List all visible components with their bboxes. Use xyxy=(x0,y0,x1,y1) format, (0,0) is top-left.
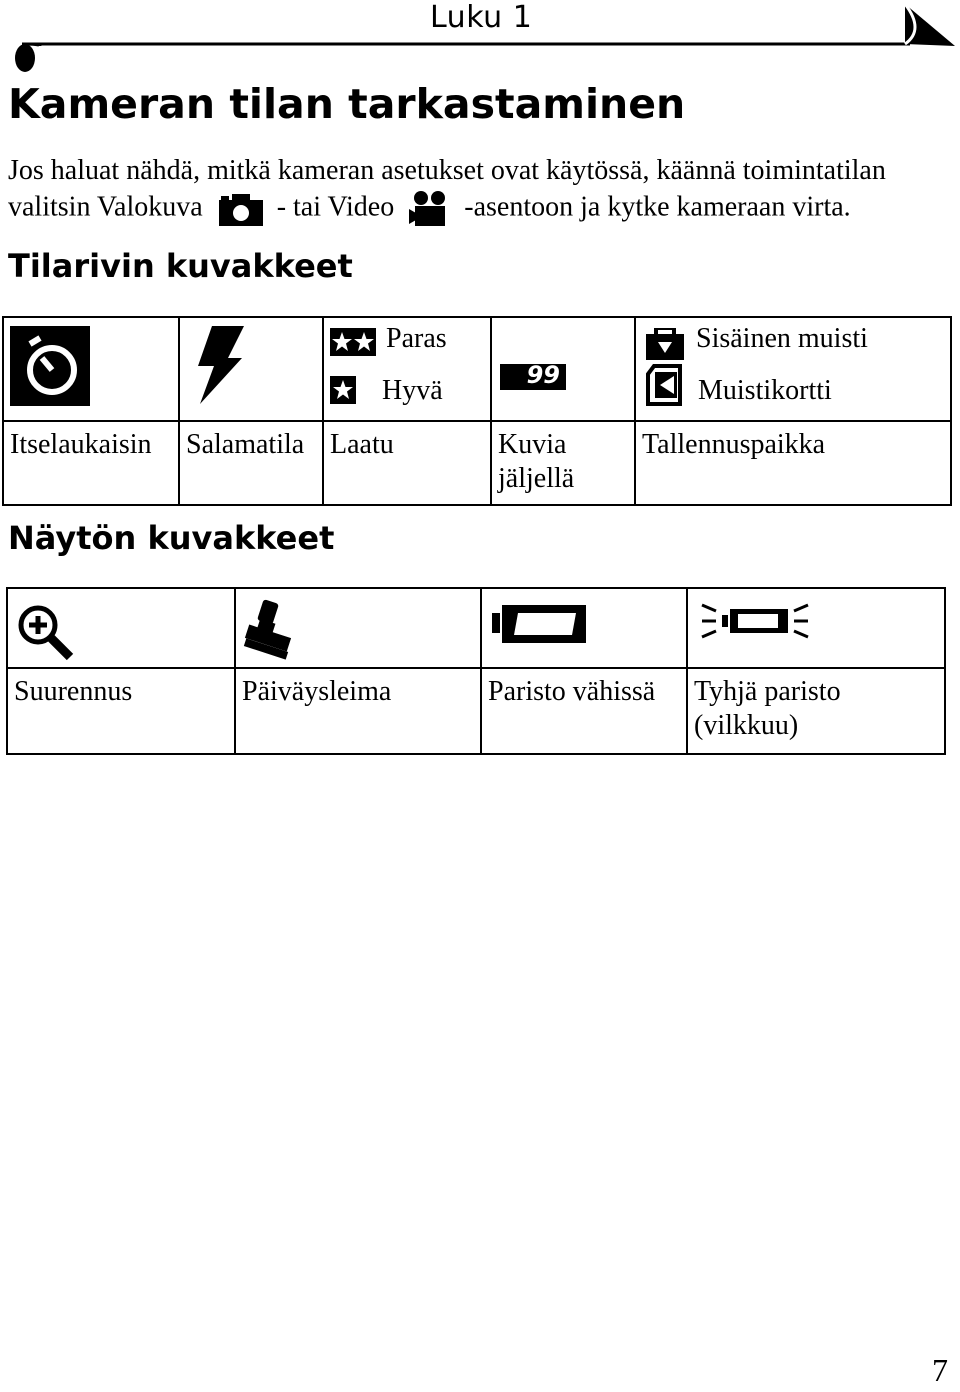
quality-label-cell xyxy=(323,421,491,505)
battery-low-label: Paristo vähissä xyxy=(488,676,656,707)
battery-low-cell xyxy=(481,588,687,668)
display-section-heading: Näytön kuvakkeet xyxy=(8,519,335,557)
pictures-left-cell xyxy=(491,317,635,421)
date-stamp-label-cell xyxy=(235,668,481,754)
zoom-label-cell xyxy=(7,668,235,754)
quality-label: Laatu xyxy=(330,429,394,460)
self-timer-icon xyxy=(10,326,90,406)
intro-line-2 xyxy=(8,189,851,229)
intro-text-c: -asentoon ja kytke kameraan virta. xyxy=(464,191,851,223)
date-stamp-cell xyxy=(235,588,481,668)
quality-good-icon xyxy=(330,376,356,404)
quality-cell xyxy=(323,317,491,421)
flash-icon xyxy=(186,324,246,406)
battery-empty-cell xyxy=(687,588,945,668)
self-timer-label-cell xyxy=(3,421,179,505)
video-camera-icon xyxy=(407,189,453,229)
zoom-label: Suurennus xyxy=(14,676,133,707)
battery-empty-label-line2: (vilkkuu) xyxy=(694,710,799,741)
display-labels-row xyxy=(7,668,945,754)
pictures-left-counter: 99 xyxy=(526,361,560,389)
self-timer-label: Itselaukaisin xyxy=(10,429,152,460)
zoom-cell xyxy=(7,588,235,668)
memory-card-icon xyxy=(646,364,682,406)
status-labels-row xyxy=(3,421,951,505)
internal-memory-label: Sisäinen muisti xyxy=(696,323,868,354)
status-icons-row xyxy=(3,317,951,421)
chapter-label: Luku 1 xyxy=(430,0,533,35)
pictures-left-label-line2: jäljellä xyxy=(498,463,575,494)
pictures-left-counter-icon xyxy=(500,361,566,390)
header-rule-cap xyxy=(15,44,35,72)
storage-label-cell xyxy=(635,421,951,505)
camera-icon xyxy=(216,190,266,228)
battery-empty-icon xyxy=(700,599,810,643)
internal-memory-icon xyxy=(646,328,684,360)
display-icons-row xyxy=(7,588,945,668)
display-icons-table xyxy=(6,587,946,755)
intro-line-1: Jos haluat nähdä, mitkä kameran asetukset ovat käytössä, käännä toimintatilan xyxy=(8,155,886,186)
pictures-left-label-cell xyxy=(491,421,635,505)
page-title: Kameran tilan tarkastaminen xyxy=(8,80,686,128)
quality-good-label: Hyvä xyxy=(382,375,443,406)
battery-low-icon xyxy=(492,603,588,645)
intro-text-a: valitsin Valokuva xyxy=(8,191,203,223)
battery-low-label-cell xyxy=(481,668,687,754)
quality-best-label: Paras xyxy=(386,323,447,354)
flash-label-cell xyxy=(179,421,323,505)
zoom-icon xyxy=(16,603,76,661)
memory-card-label: Muistikortti xyxy=(698,375,832,406)
date-stamp-icon xyxy=(242,599,298,661)
flash-cell xyxy=(179,317,323,421)
pictures-left-label-line1: Kuvia xyxy=(498,429,567,460)
status-section-heading: Tilarivin kuvakkeet xyxy=(8,247,353,285)
page-number: 7 xyxy=(932,1352,948,1388)
battery-empty-label-cell xyxy=(687,668,945,754)
flash-label: Salamatila xyxy=(186,429,305,460)
status-icons-table xyxy=(2,316,952,506)
battery-empty-label-line1: Tyhjä paristo xyxy=(694,676,841,707)
intro-text-b: - tai Video xyxy=(276,191,395,223)
header-rule-arrow xyxy=(905,4,955,46)
storage-label: Tallennuspaikka xyxy=(642,429,826,460)
quality-best-icon xyxy=(330,328,376,356)
self-timer-cell xyxy=(3,317,179,421)
storage-cell xyxy=(635,317,951,421)
date-stamp-label: Päiväysleima xyxy=(242,676,392,707)
